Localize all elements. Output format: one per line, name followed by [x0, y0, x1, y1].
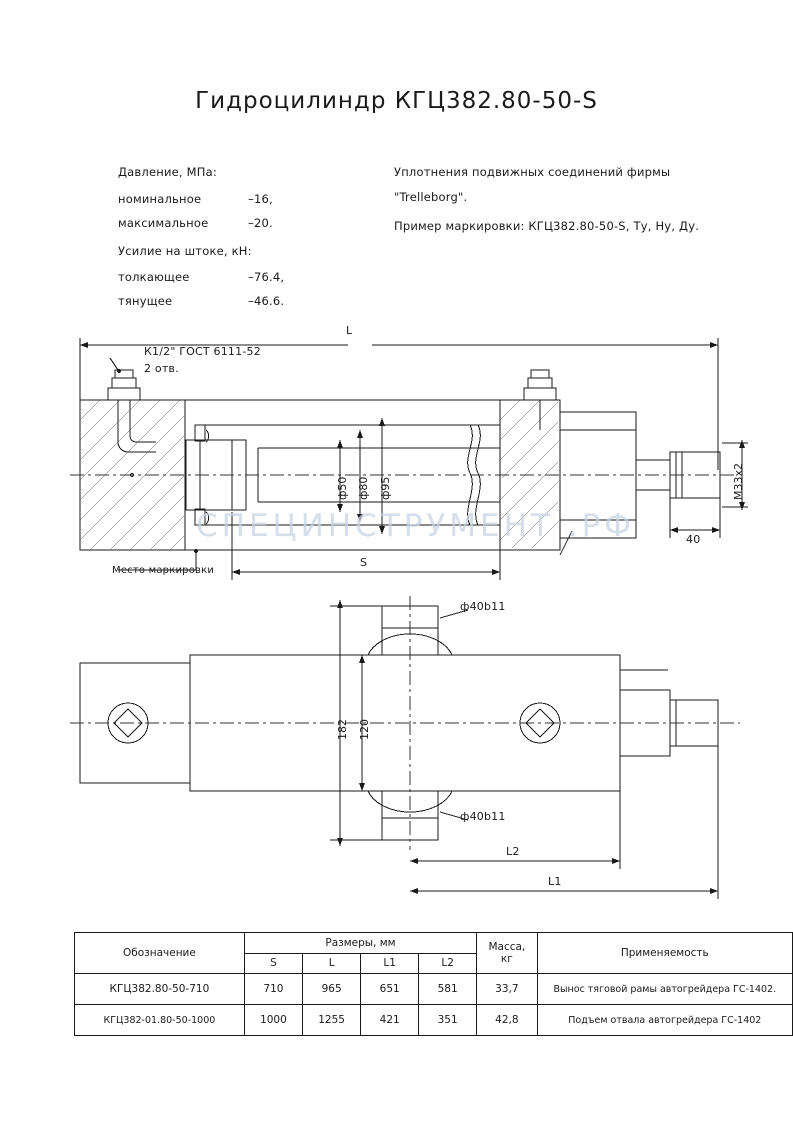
- dim-120-label: 120: [358, 719, 371, 740]
- dim-L2-label: L2: [506, 845, 520, 858]
- row-0-designation: КГЦ382.80-50-710: [75, 974, 245, 1005]
- pressure-row-1-value: –20.: [248, 216, 273, 230]
- dia-label-2: ф95: [379, 476, 392, 500]
- force-row-1-label: тянущее: [118, 294, 173, 308]
- table-header-row: [75, 933, 793, 954]
- header-mass: [477, 933, 537, 974]
- table-row: [75, 1005, 793, 1036]
- header-col-L1: L1: [361, 953, 419, 974]
- dia-label-0: ф50: [336, 476, 349, 500]
- row-0-L1: 651: [361, 974, 419, 1005]
- force-row-0-label: толкающее: [118, 270, 190, 284]
- row-1-L2: 351: [419, 1005, 477, 1036]
- pressure-row-0-label: номинальное: [118, 192, 202, 206]
- header-col-S: S: [244, 953, 302, 974]
- pressure-row-1-label: максимальное: [118, 216, 209, 230]
- header-mass-unit: кг: [500, 953, 513, 965]
- row-0-mass: 33,7: [477, 974, 537, 1005]
- row-1-S: 1000: [244, 1005, 302, 1036]
- row-0-L: 965: [303, 974, 361, 1005]
- header-col-L2: L2: [419, 953, 477, 974]
- row-0-application: Вынос тяговой рамы автогрейдера ГС-1402.: [537, 974, 792, 1005]
- force-row-1-value: –46.6.: [248, 294, 285, 308]
- row-1-mass: 42,8: [477, 1005, 537, 1036]
- pressure-row-0-value: –16,: [248, 192, 273, 206]
- row-1-L: 1255: [303, 1005, 361, 1036]
- dim-L-label: L: [346, 324, 353, 337]
- watermark: СПЕЦИНСТРУМЕНТ .РФ: [196, 508, 635, 544]
- note-line-1: "Trelleborg".: [394, 190, 468, 204]
- header-sizes: Размеры, мм: [244, 933, 476, 954]
- row-1-application: Подъем отвала автогрейдера ГС-1402: [537, 1005, 792, 1036]
- force-header: Усилие на штоке, кН:: [118, 244, 252, 258]
- pin-bottom-label: ф40b11: [460, 810, 506, 823]
- dim-S-label: S: [360, 556, 368, 569]
- header-col-L: L: [303, 953, 361, 974]
- header-mass-label: Масса,: [488, 941, 526, 953]
- dia-label-1: ф80: [357, 476, 370, 500]
- marking-note: Место маркировки: [112, 565, 215, 576]
- dim-L1-label: L1: [548, 875, 562, 888]
- table-row: [75, 974, 793, 1005]
- header-application: Применяемость: [537, 933, 792, 974]
- page-title: Гидроцилиндр КГЦ382.80-50-S: [195, 88, 598, 114]
- thread-note-line-2: 2 отв.: [144, 362, 179, 375]
- rod-thread-label: М33х2: [732, 463, 745, 500]
- row-1-L1: 421: [361, 1005, 419, 1036]
- row-0-L2: 581: [419, 974, 477, 1005]
- pin-top-label: ф40b11: [460, 600, 506, 613]
- dim-40-label: 40: [686, 533, 701, 546]
- header-designation: Обозначение: [75, 933, 245, 974]
- note-line-0: Уплотнения подвижных соединений фирмы: [394, 165, 671, 179]
- specification-table: [74, 932, 793, 1036]
- row-1-designation: КГЦ382-01.80-50-1000: [75, 1005, 245, 1036]
- force-row-0-value: –76.4,: [248, 270, 285, 284]
- thread-note-line-1: К1/2" ГОСТ 6111-52: [144, 345, 261, 358]
- pressure-header: Давление, МПа:: [118, 165, 217, 179]
- dim-182-label: 182: [336, 719, 349, 740]
- row-0-S: 710: [244, 974, 302, 1005]
- note-line-2: Пример маркировки: КГЦ382.80-50-S, Ту, Ну, Ду.: [394, 219, 700, 233]
